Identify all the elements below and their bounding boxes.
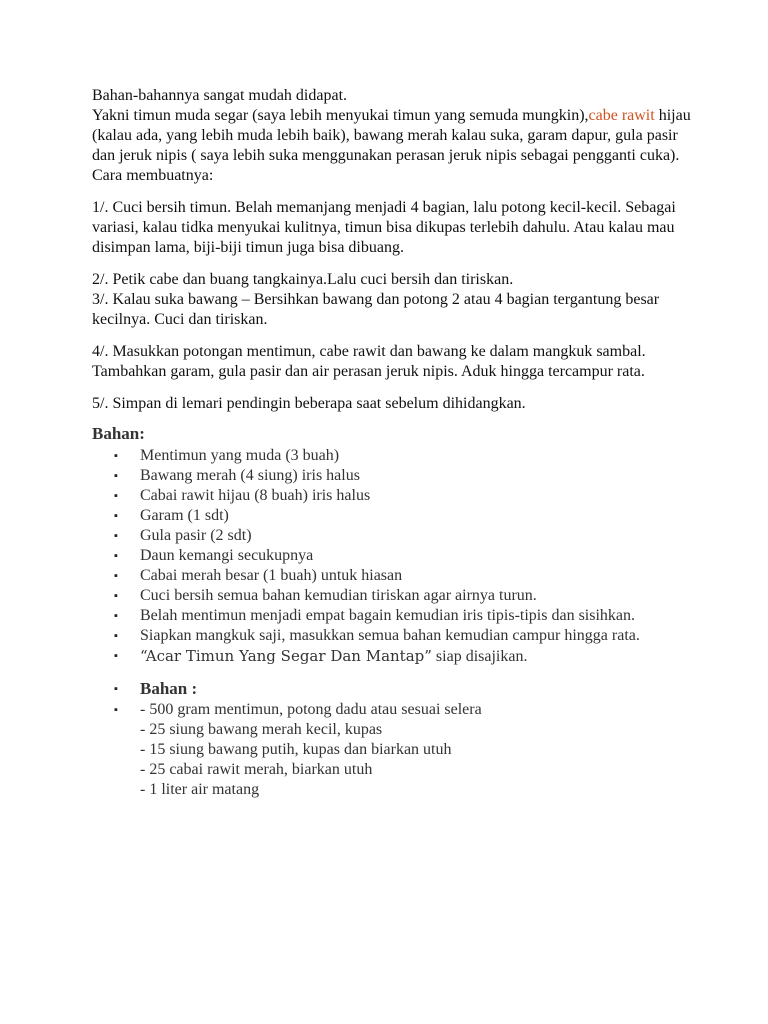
section-1-list: [92, 446, 692, 667]
ingredient-line: - 25 cabai rawit merah, biarkan utuh: [140, 761, 373, 778]
bullet-icon: ▪: [114, 590, 118, 602]
list-item: ▪ Mentimun yang muda (3 buah): [114, 447, 340, 464]
section-2-list: [92, 679, 692, 800]
section-2-heading-item: [114, 679, 692, 700]
bullet-icon: ▪: [114, 704, 118, 716]
intro-line-1: Bahan-bahannya sangat mudah didapat.: [92, 87, 348, 104]
step-2: 2/. Petik cabe dan buang tangkainya.Lalu cuci bersih dan tiriskan.: [92, 271, 514, 288]
bullet-icon: ▪: [114, 630, 118, 642]
ingredient-line: - 500 gram mentimun, potong dadu atau sesuai selera: [140, 701, 482, 718]
bullet-icon: ▪: [114, 450, 118, 462]
bullet-icon: ▪: [114, 550, 118, 562]
bullet-icon: ▪: [114, 650, 118, 662]
bullet-icon: ▪: [114, 610, 118, 622]
bullet-icon: ▪: [114, 470, 118, 482]
list-item: ▪ Gula pasir (2 sdt): [114, 527, 252, 544]
step-3: 3/. Kalau suka bawang – Bersihkan bawang dan potong 2 atau 4 bagian tergantung besar kecilnya. Cuci dan tiriskan.: [92, 291, 660, 328]
list-item: ▪ Cabai rawit hijau (8 buah) iris halus: [114, 487, 371, 504]
section-1-heading: Bahan:: [92, 424, 145, 443]
step-4: 4/. Masukkan potongan mentimun, cabe rawit dan bawang ke dalam mangkuk sambal. Tambahkan garam, gula pasir dan air perasan jeruk nipis. Aduk hingga tercampur rata.: [92, 343, 646, 380]
bullet-icon: ▪: [114, 490, 118, 502]
ingredient-line: - 25 siung bawang merah kecil, kupas: [140, 721, 383, 738]
intro-text-b: hijau (kalau ada, yang lebih muda lebih baik), bawang merah kalau suka, garam dapur, gula pasir dan jeruk nipis ( saya lebih suka menggunakan perasan jeruk nipis sebagai pengganti cuka).: [92, 107, 691, 164]
list-item: ▪ Cabai merah besar (1 buah) untuk hiasan: [114, 567, 403, 584]
bullet-icon: ▪: [114, 510, 118, 522]
section-2-lines: [114, 700, 692, 800]
step-5: 5/. Simpan di lemari pendingin beberapa saat sebelum dihidangkan.: [92, 395, 526, 412]
intro-paragraph: [92, 86, 692, 186]
bullet-icon: ▪: [114, 530, 118, 542]
list-item: ▪ Belah mentimun menjadi empat bagain kemudian iris tipis-tipis dan sisihkan.: [114, 607, 636, 624]
section-2-heading: Bahan :: [140, 679, 198, 698]
list-item: ▪ Daun kemangi secukupnya: [114, 547, 314, 564]
list-item: ▪ Bawang merah (4 siung) iris halus: [114, 467, 360, 484]
list-item: ▪ Cuci bersih semua bahan kemudian tiriskan agar airnya turun.: [114, 587, 537, 604]
bullet-icon: ▪: [114, 570, 118, 582]
cabe-rawit-highlight: cabe rawit: [588, 107, 655, 124]
ingredient-line: - 1 liter air matang: [140, 781, 260, 798]
list-item-final: ▪ “Acar Timun Yang Segar Dan Mantap” siap disajikan.: [114, 647, 528, 665]
list-item: ▪ Garam (1 sdt): [114, 507, 229, 524]
document-page: [92, 86, 692, 800]
intro-line-3: Cara membuatnya:: [92, 167, 214, 184]
intro-line-2: [92, 106, 692, 166]
recipe-title: “Acar Timun Yang Segar Dan Mantap”: [140, 647, 432, 665]
intro-text-a: Yakni timun muda segar (saya lebih menyukai timun yang semuda mungkin),: [92, 107, 589, 124]
ingredient-line: - 15 siung bawang putih, kupas dan biarkan utuh: [140, 741, 452, 758]
list-item: ▪ Siapkan mangkuk saji, masukkan semua bahan kemudian campur hingga rata.: [114, 627, 640, 644]
step-1: 1/. Cuci bersih timun. Belah memanjang menjadi 4 bagian, lalu potong kecil-kecil. Sebagai variasi, kalau tidka menyukai kulitnya, timun bisa dikupas terlebih dahulu. Atau kalau mau disimpan lama, biji-biji timun juga bisa dibuang.: [92, 199, 676, 256]
bullet-icon: ▪: [114, 683, 118, 695]
